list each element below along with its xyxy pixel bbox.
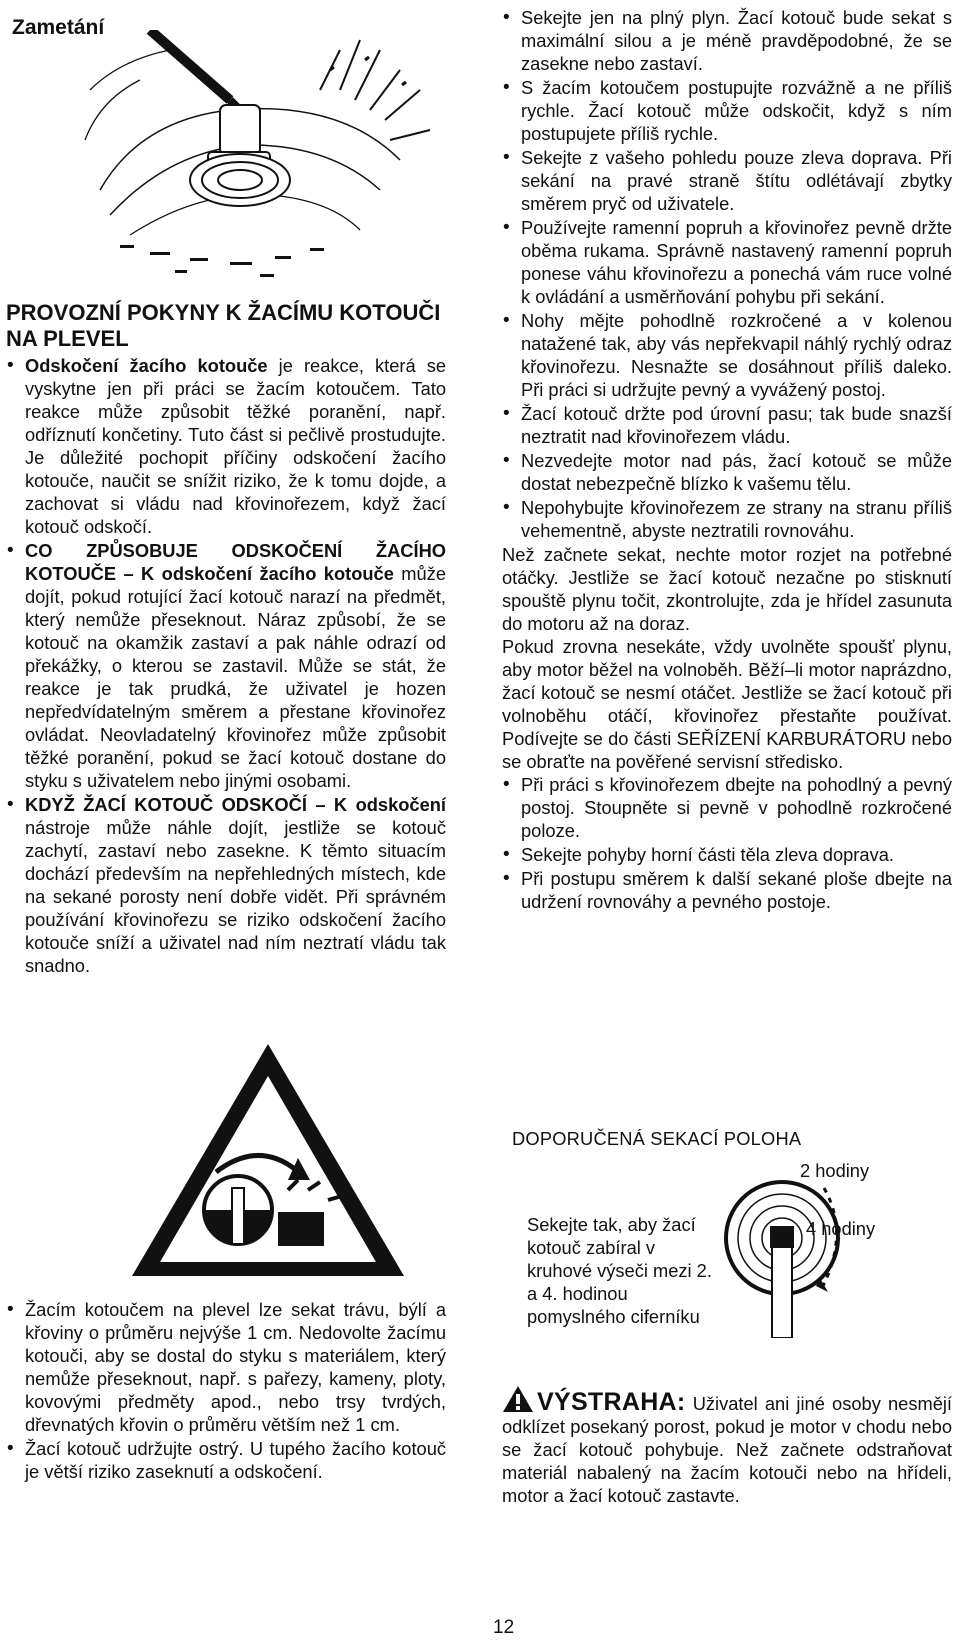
- right-column: [502, 6, 952, 914]
- warning-block: [502, 1385, 952, 1507]
- section-title: Zametání: [12, 16, 105, 39]
- list-item: • Při práci s křovinořezem dbejte na pohodlný a pevný postoj. Stoupněte si pevně v pohodlně rozkročené poloze.: [502, 773, 952, 842]
- list-item: • Žací kotouč udržujte ostrý. U tupého žacího kotouč je větší riziko zaseknutí a odskočení.: [6, 1437, 446, 1483]
- page-number: 12: [493, 1617, 515, 1638]
- list-item: • Sekejte pohyby horní části těla zleva doprava.: [502, 843, 952, 866]
- list-item: • Sekejte jen na plný plyn. Žací kotouč bude sekat s maximální silou a je méně pravděpodobné, že se zasekne nebo zastaví.: [502, 6, 952, 75]
- list-item: • Žací kotouč držte pod úrovní pasu; tak bude snazší neztratit nad křovinořezem vládu.: [502, 402, 952, 448]
- list-item: • Sekejte z vašeho pohledu pouze zleva doprava. Při sekání na pravé straně štítu odlétávají zbytky směrem pryč od uživatele.: [502, 146, 952, 215]
- warning-icon: [502, 1385, 534, 1413]
- list-item: • Žacím kotoučem na plevel lze sekat trávu, býlí a křoviny o průměru nejvýše 1 cm. Nedovolte žacímu kotouči, aby se dostal do styku s materiálem, který nemůže přeseknout, např. s pařezy, kameny, ploty, kovovými předměty apod., nebo trsy tvrdých, dřevnatých křovin o průměru větším než 1 cm.: [6, 1298, 446, 1436]
- paragraph-idle: Pokud zrovna nesekáte, vždy uvolněte spoušť plynu, aby motor běžel na volnoběh. Běží–li motor naprázdno, žací kotouč se nesmí otáčet. Jestliže se žací kotouč při volnoběhu otáčí, křovinořez přestaňte používat. Podívejte se do části SEŘÍZENÍ KARBURÁTORU nebo se obraťte na pověřené servisní středisko.: [502, 636, 952, 772]
- clock-position-diagram: [712, 1168, 952, 1338]
- operating-instructions-heading: PROVOZNÍ POKYNY K ŽACÍMU KOTOUČI NA PLEVEL: [6, 300, 441, 351]
- list-item: • CO ZPŮSOBUJE ODSKOČENÍ ŽACÍHO KOTOUČE – K odskočení žacího kotouče může dojít, pokud rotující žací kotouč narazí na předmět, který nemůže přeseknout. Náraz způsobí, že se kotouč na okamžik zastaví a pak náhle odrazí od překážky, o kterou se zastavil. Může se stát, že reakce je tak prudká, že uživatel je hozen nepředvídatelným směrem a přestane křovinořez ovládat. Neovladatelný křovinořez může způsobit těžké poranění, pokud se žací kotouč dostane do styku s uživatelem nebo jinými osobami.: [6, 539, 446, 792]
- list-item: • KDYŽ ŽACÍ KOTOUČ ODSKOČÍ – K odskočení nástroje může náhle dojít, jestliže se kotouč zachytí, zastaví nebo zasekne. K těmto situacím dochází především na nepřehledných místech, kde na sekané porosty není dobře vidět. Při správném používání křovinořezu se riziko odskočení žacího kotouče sníží a uživatel nad ním neztratí vládu tak snadno.: [6, 793, 446, 977]
- list-item: • S žacím kotoučem postupujte rozvážně a ne příliš rychle. Žací kotouč může odskočit, když s ním postupujete příliš rychle.: [502, 76, 952, 145]
- list-item: • Nepohybujte křovinořezem ze strany na stranu příliš vehementně, abyste neztratili rovnováhu.: [502, 496, 952, 542]
- warning-text: Uživatel ani jiné osoby nesmějí odklízet posekaný porost, pokud je motor v chodu nebo se žací kotouč pohybuje. Než začnete odstraňovat materiál nabalený na žacím kotouči nebo na hřídeli, motor a žací kotouč zastavte.: [502, 1393, 952, 1506]
- weed-blade-list: [6, 1298, 446, 1484]
- stance-list: [502, 773, 952, 913]
- sweeping-illustration: [80, 30, 440, 280]
- kickback-warning-triangle: [128, 1040, 408, 1280]
- warning-label: VÝSTRAHA:: [537, 1388, 686, 1416]
- paragraph-engine-start: Než začnete sekat, nechte motor rozjet na potřebné otáčky. Jestliže se žací kotouč nezačne po stisknutí spouště plynu točit, zkontrolujte, zda je hřídel zasunuta do motoru až na doraz.: [502, 544, 952, 634]
- kickback-list: [6, 354, 446, 978]
- list-item: • Při postupu směrem k další sekané ploše dbejte na udržení rovnováhy a pevného postoje.: [502, 867, 952, 913]
- list-item: • Používejte ramenní popruh a křovinořez pevně držte oběma rukama. Správně nastavený ramenní popruh ponese váhu křovinořezu a ponechá vám ruce volné k ovládání a usměrňování pohybu při sekání.: [502, 216, 952, 308]
- clock-label-4: 4 hodiny: [806, 1218, 876, 1239]
- list-item: • Nezvedejte motor nad pás, žací kotouč se může dostat nebezpečně blízko k vašemu tělu.: [502, 449, 952, 495]
- recommended-position-title: DOPORUČENÁ SEKACÍ POLOHA: [512, 1128, 802, 1149]
- list-item: • Nohy mějte pohodlně rozkročené a v kolenou natažené tak, aby vás nepřekvapil náhlý rychlý odraz křovinořezu. Nesnažte se dosáhnout příliš daleko. Při práci si udržujte pevný a vyvážený postoj.: [502, 309, 952, 401]
- clock-label-2: 2 hodiny: [800, 1160, 870, 1181]
- cutting-tips-list: [502, 6, 952, 542]
- recommended-position-text: Sekejte tak, aby žací kotouč zabíral v kruhové výseči mezi 2. a 4. hodinou pomyslného ciferníku: [527, 1214, 712, 1327]
- list-item: • Odskočení žacího kotouče je reakce, která se vyskytne jen při práci se žacím kotoučem. Tato reakce může způsobit těžké poranění, např. odříznutí končetiny. Tuto část si pečlivě prostudujte. Je důležité pochopit příčiny odskočení žacího kotouče, naučit se snížit riziko, že k tomu dojde, a zachovat si vládu nad křovinořezem, když žací kotouč odskočí.: [6, 354, 446, 538]
